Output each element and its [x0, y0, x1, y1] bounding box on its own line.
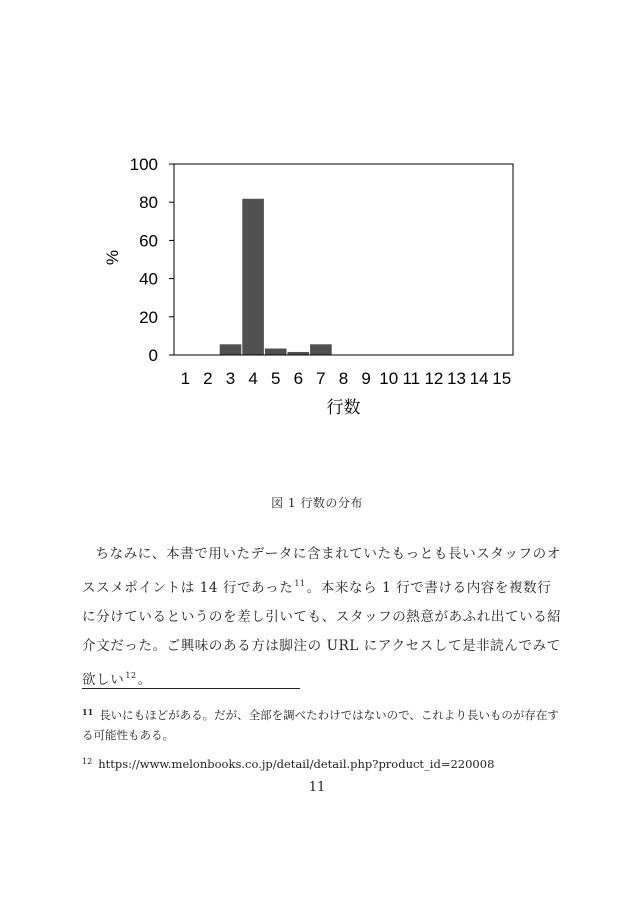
x-tick-label-10: 10: [379, 369, 399, 388]
x-tick-label-14: 14: [469, 369, 489, 388]
y-axis-label: %: [103, 249, 122, 266]
y-tick-label-20: 20: [139, 307, 158, 327]
y-tick-label-100: 100: [129, 155, 158, 174]
footnote-url-link[interactable]: https://www.melonbooks.co.jp/detail/detail.php?product_id=220008: [98, 757, 495, 771]
x-tick-label-5: 5: [270, 369, 281, 388]
x-tick-label-12: 12: [424, 369, 444, 388]
footnote-text: 長いにもほどがある。だが、全部を調べたわけではないので、これより長いものが存在する可能性もある。: [82, 708, 559, 742]
bar-5: [265, 349, 287, 355]
x-tick-label-1: 1: [180, 369, 191, 388]
body-paragraph: [82, 540, 564, 695]
x-tick-label-3: 3: [225, 369, 236, 388]
x-axis-label: 行数: [326, 398, 361, 417]
footnote-number: 11: [82, 707, 94, 717]
y-tick-label-40: 40: [139, 269, 158, 289]
x-tick-label-11: 11: [402, 369, 421, 388]
figure-caption: 図 1 行数の分布: [271, 496, 363, 510]
bar-3: [220, 344, 242, 355]
bar-7: [310, 344, 332, 355]
footnote-number: 12: [82, 757, 93, 766]
x-tick-label-13: 13: [447, 369, 466, 388]
footnote-12: [82, 752, 564, 774]
footnote-11: [82, 702, 564, 745]
bar-4: [242, 199, 264, 355]
footnote-ref-11[interactable]: 11: [294, 579, 306, 588]
x-tick-label-7: 7: [316, 369, 326, 388]
page-number: 11: [308, 780, 326, 795]
paragraph-text-3: 。: [137, 672, 152, 688]
paragraph-text-1: ちなみに、本書で用いたデータに含まれていたもっとも長いスタッフのオススメポイントは 14 行であった: [82, 546, 561, 596]
y-tick-label-80: 80: [139, 193, 158, 213]
x-tick-label-8: 8: [338, 369, 349, 388]
plot-area: [174, 164, 513, 355]
y-tick-label-0: 0: [148, 346, 158, 365]
footnote-ref-12[interactable]: 12: [125, 671, 137, 680]
paragraph-text-2: 。本来なら 1 行で書ける内容を複数行に分けているというのを差し引いても、スタッフの熱意があふれ出ている紹介文だった。ご興味のある方は脚注の URL にアクセスして是非読んでみて欲しい: [82, 580, 562, 688]
x-tick-label-6: 6: [293, 369, 304, 388]
footnote-divider: [82, 688, 300, 689]
x-tick-label-9: 9: [361, 369, 371, 388]
x-tick-label-4: 4: [248, 369, 258, 388]
y-tick-label-60: 60: [139, 231, 158, 251]
x-tick-label-2: 2: [203, 369, 213, 388]
x-tick-label-15: 15: [492, 369, 512, 388]
